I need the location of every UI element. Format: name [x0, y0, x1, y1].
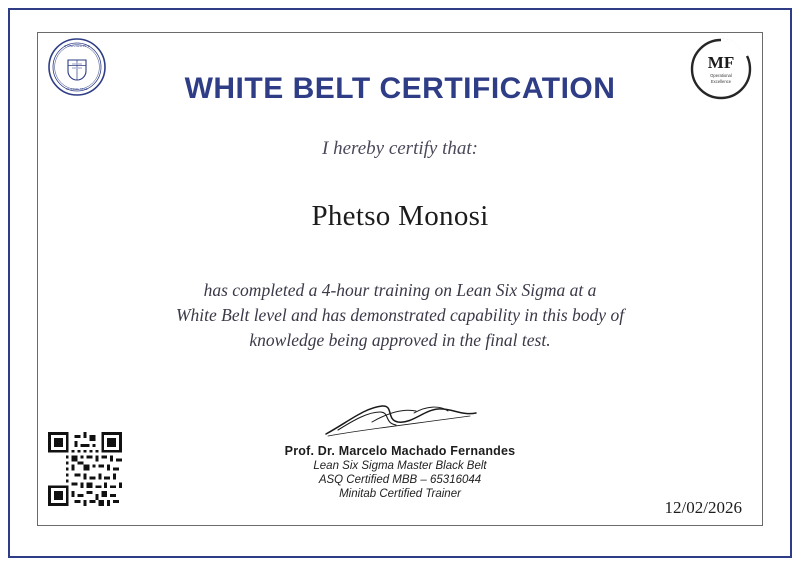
certificate-preamble: I hereby certify that: [322, 138, 478, 159]
signer-credential-2: ASQ Certified MBB – 65316044 [318, 474, 482, 486]
body-line-1: has completed a 4-hour training on Lean Six Sigma at a [203, 280, 597, 300]
handwritten-signature-icon [320, 400, 480, 442]
issue-date: 12/02/2026 [664, 498, 742, 517]
verification-qr-code[interactable] [48, 432, 122, 506]
svg-text:★ UNIVERSITY ★: ★ UNIVERSITY ★ [63, 44, 91, 48]
body-line-2: White Belt level and has demonstrated capability in this body of [175, 305, 625, 325]
svg-text:Excellence: Excellence [710, 79, 732, 84]
signer-credential-3: Minitab Certified Trainer [339, 488, 461, 500]
body-line-3: knowledge being approved in the final test. [249, 330, 551, 350]
recipient-name: Phetso Monosi [311, 200, 489, 232]
svg-text:MF: MF [707, 53, 735, 72]
signer-name: Prof. Dr. Marcelo Machado Fernandes [284, 444, 516, 458]
svg-text:CLASSIC SEAL: CLASSIC SEAL [66, 87, 88, 91]
certificate-body [120, 278, 680, 353]
signer-credential-1: Lean Six Sigma Master Black Belt [313, 460, 487, 472]
svg-text:Operational: Operational [710, 73, 732, 78]
certificate-title: WHITE BELT CERTIFICATION [184, 72, 616, 105]
